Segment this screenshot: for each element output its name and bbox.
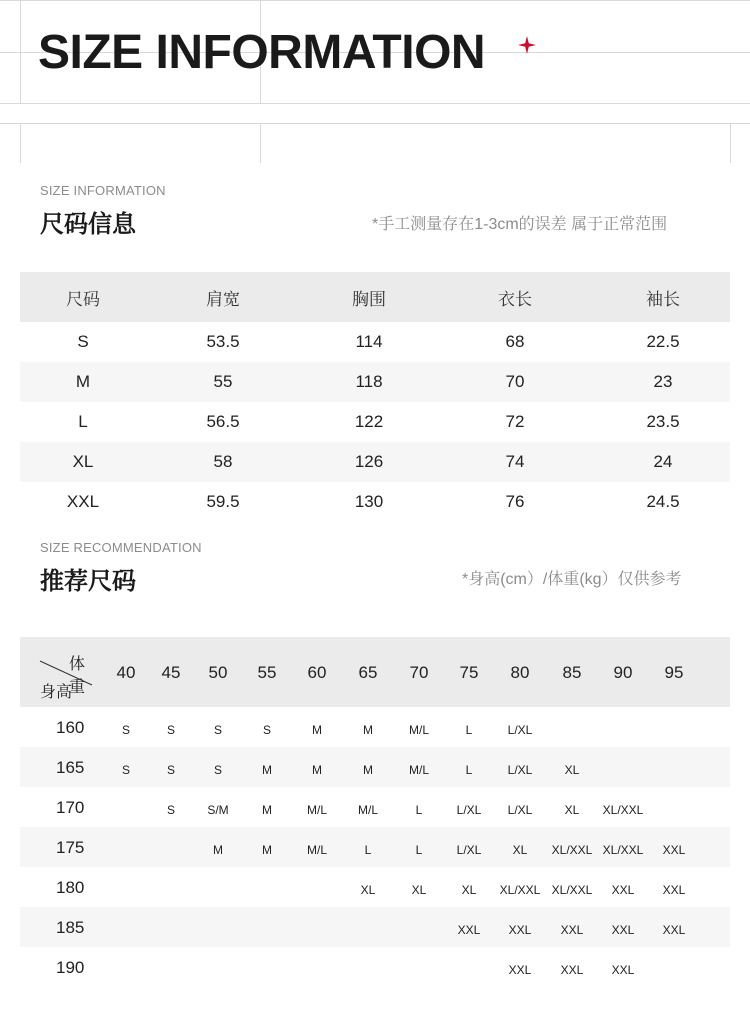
size-recommendation-cell: M/L (306, 843, 327, 857)
size-table-cell: 58 (213, 452, 233, 471)
weight-header-cell: 40 (116, 663, 136, 682)
rec-section-en-title: SIZE RECOMMENDATION (40, 540, 202, 555)
size-recommendation-cell: XL (564, 803, 580, 817)
size-table-cell: 70 (505, 372, 525, 391)
size-recommendation-cell: M (312, 723, 322, 737)
recommendation-table (20, 637, 730, 987)
table-row (20, 827, 730, 867)
size-table-cell: 56.5 (206, 412, 240, 431)
size-recommendation-cell: S (213, 763, 222, 777)
size-recommendation-cell: M (363, 723, 373, 737)
size-recommendation-cell: XL (360, 883, 376, 897)
size-table-cell: 22.5 (646, 332, 680, 351)
size-recommendation-cell: M (312, 763, 322, 777)
size-recommendation-cell: XXL (508, 963, 532, 977)
size-table-cell: XL (72, 452, 94, 471)
frame-line (0, 0, 750, 1)
size-recommendation-cell: M (213, 843, 223, 857)
size-recommendation-cell: M (262, 803, 272, 817)
size-section-title: 尺码信息 (40, 211, 136, 238)
table-row (20, 442, 730, 482)
size-recommendation-cell: M (363, 763, 373, 777)
size-table-header-cell: 衣长 (498, 289, 532, 309)
sparkle-icon (518, 36, 536, 54)
size-recommendation-cell: XL/XXL (602, 803, 644, 817)
table-corner-cell (20, 637, 98, 707)
table-row (20, 707, 730, 747)
size-table-header-cell: 胸围 (352, 289, 386, 309)
size-recommendation-cell: L/XL (507, 763, 533, 777)
size-recommendation-cell: XXL (662, 843, 686, 857)
table-row (20, 907, 730, 947)
frame-line (730, 123, 731, 163)
size-recommendation-cell: S/M (207, 803, 229, 817)
weight-header-cell: 80 (510, 663, 530, 682)
size-table-header-row (20, 272, 730, 322)
size-recommendation-cell: L (415, 843, 423, 857)
height-cell: 160 (56, 718, 85, 737)
frame-line (260, 123, 261, 163)
table-row (20, 947, 730, 987)
weight-header-cell: 55 (257, 663, 277, 682)
size-table-cell: 55 (213, 372, 233, 391)
size-recommendation-cell: XL/XXL (551, 883, 593, 897)
weight-header-cell: 95 (664, 663, 684, 682)
size-recommendation-cell: M/L (357, 803, 378, 817)
size-table-header-cell: 尺码 (66, 289, 100, 309)
size-recommendation-cell: M (262, 763, 272, 777)
recommendation-header-row (20, 637, 730, 707)
height-cell: 190 (56, 958, 85, 977)
weight-header-cell: 50 (208, 663, 228, 682)
weight-header-cell: 65 (358, 663, 378, 682)
size-recommendation-cell: L (465, 763, 473, 777)
table-row (20, 747, 730, 787)
rec-section-note: *身高(cm）/体重(kg）仅供参考 (462, 571, 682, 588)
rec-section-title: 推荐尺码 (40, 568, 136, 595)
size-recommendation-cell: M/L (306, 803, 327, 817)
weight-header-cell: 75 (459, 663, 479, 682)
size-recommendation-cell: XXL (662, 923, 686, 937)
size-recommendation-cell: S (166, 803, 175, 817)
size-recommendation-cell: XXL (508, 923, 532, 937)
frame-line (0, 123, 750, 124)
size-table-cell: 76 (505, 492, 525, 511)
size-recommendation-cell: L (364, 843, 372, 857)
table-row (20, 362, 730, 402)
corner-height-label: 身高 (40, 684, 73, 701)
size-recommendation-cell: XXL (611, 923, 635, 937)
size-recommendation-cell: M/L (408, 763, 429, 777)
size-recommendation-cell: S (121, 763, 130, 777)
size-recommendation-cell: M/L (408, 723, 429, 737)
size-table-cell: 118 (355, 372, 383, 391)
size-table-cell: M (75, 372, 91, 391)
size-recommendation-cell: S (166, 723, 175, 737)
table-row (20, 322, 730, 362)
size-recommendation-cell: L/XL (456, 803, 482, 817)
size-section-en-title: SIZE INFORMATION (40, 183, 166, 198)
frame-line (0, 103, 750, 104)
height-cell: 170 (56, 798, 85, 817)
size-table-header-cell: 袖长 (646, 289, 680, 309)
table-row (20, 787, 730, 827)
size-recommendation-cell: L (465, 723, 473, 737)
size-recommendation-cell: XXL (662, 883, 686, 897)
size-table-cell: 68 (505, 332, 525, 351)
size-recommendation-cell: XL (512, 843, 528, 857)
size-recommendation-cell: L/XL (507, 803, 533, 817)
size-table-cell: 23 (653, 372, 673, 391)
size-recommendation-cell: XL (564, 763, 580, 777)
height-cell: 180 (56, 878, 85, 897)
size-table-cell: L (78, 412, 88, 431)
size-recommendation-cell: XL/XXL (602, 843, 644, 857)
size-section-note: *手工测量存在1-3cm的误差 属于正常范围 (372, 216, 668, 233)
size-table-header-cell: 肩宽 (206, 289, 240, 309)
height-cell: 185 (56, 918, 85, 937)
size-recommendation-cell: XL (411, 883, 427, 897)
size-table-cell: 59.5 (206, 492, 240, 511)
size-recommendation-cell: S (166, 763, 175, 777)
size-table-cell: 122 (354, 412, 384, 431)
size-table-cell: 24 (653, 452, 673, 471)
size-table-cell: 130 (354, 492, 384, 511)
size-table-cell: 74 (505, 452, 525, 471)
corner-weight-label: 体重 (69, 656, 86, 696)
size-table (20, 272, 730, 522)
size-table-cell: 53.5 (206, 332, 240, 351)
weight-header-cell: 90 (613, 663, 633, 682)
table-row (20, 402, 730, 442)
frame-line (20, 123, 21, 163)
size-table-cell: 114 (355, 332, 383, 351)
size-table-cell: 23.5 (646, 412, 680, 431)
size-recommendation-cell: XXL (611, 963, 635, 977)
size-table-cell: S (77, 332, 89, 351)
table-row (20, 867, 730, 907)
size-recommendation-cell: L/XL (456, 843, 482, 857)
size-table-cell: XXL (66, 492, 100, 511)
size-recommendation-cell: XL/XXL (551, 843, 593, 857)
table-row (20, 482, 730, 522)
size-recommendation-cell: S (262, 723, 271, 737)
weight-header-cell: 70 (409, 663, 429, 682)
size-recommendation-cell: XXL (560, 963, 584, 977)
size-recommendation-cell: XXL (611, 883, 635, 897)
frame-line (20, 0, 21, 103)
page-title: SIZE INFORMATION (38, 26, 486, 79)
size-table-cell: 126 (354, 452, 384, 471)
size-table-cell: 72 (505, 412, 525, 431)
height-cell: 175 (56, 838, 85, 857)
weight-header-cell: 85 (562, 663, 582, 682)
size-recommendation-cell: S (121, 723, 130, 737)
size-recommendation-cell: M (262, 843, 272, 857)
size-recommendation-cell: L/XL (507, 723, 533, 737)
size-recommendation-cell: S (213, 723, 222, 737)
size-recommendation-cell: XXL (457, 923, 481, 937)
weight-header-cell: 60 (307, 663, 327, 682)
size-recommendation-cell: L (415, 803, 423, 817)
size-recommendation-cell: XL/XXL (499, 883, 541, 897)
size-recommendation-cell: XXL (560, 923, 584, 937)
size-recommendation-cell: XL (461, 883, 477, 897)
weight-header-cell: 45 (161, 663, 181, 682)
height-cell: 165 (56, 758, 85, 777)
size-table-cell: 24.5 (646, 492, 680, 511)
